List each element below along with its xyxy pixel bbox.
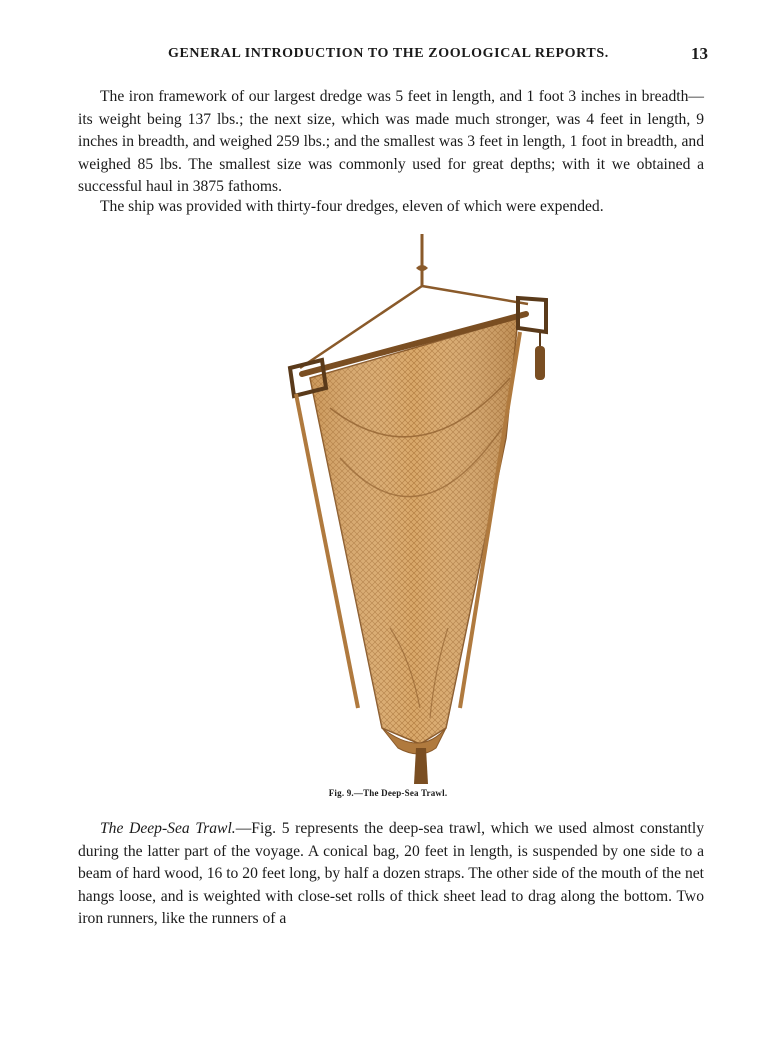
running-head [168,44,708,66]
paragraph-dredge-framework: The iron framework of our largest dredge was 5 feet in length, and 1 foot 3 inches in breadth—its weight being 137 lbs.; the next size, which was made much stronger, was 4 feet in length, 9 inches in breadth, and weighed 259 lbs.; and the smallest was 3 feet in length, 1 foot in breadth, and weighed 85 lbs. The smallest size was commonly used for great depths; with it we obtained a successful haul in 3875 fathoms. [78,88,704,196]
page-number: 13 [691,44,708,63]
trawl-illustration [270,228,570,788]
paragraph-dredge-count: The ship was provided with thirty-four dredges, eleven of which were expended. [100,198,604,215]
paragraph-deep-sea-trawl [78,818,704,931]
figure-caption: Fig. 9.—The Deep-Sea Trawl. [328,788,448,798]
bottom-weight [414,748,428,784]
running-title: GENERAL INTRODUCTION TO THE ZOOLOGICAL REPORTS. [168,46,609,61]
paragraph-deep-sea-trawl-body: —Fig. 5 represents the deep-sea trawl, which we used almost constantly during the latter part of the voyage. A conical bag, 20 feet in length, is suspended by one side to a beam of hard wood, 16 to 20 feet long, by half a dozen straps. The other side of the mouth of the net hangs loose, and is weighted with close-set rolls of thick sheet lead to drag along the bottom. Two iron runners, like the runners of a [78,820,705,928]
rope-knot [416,265,428,271]
hanging-weight-right [535,346,545,380]
trawl-figure [270,228,570,788]
section-heading-deep-sea-trawl: The Deep-Sea Trawl. [100,820,236,837]
bridle-right [422,286,528,304]
